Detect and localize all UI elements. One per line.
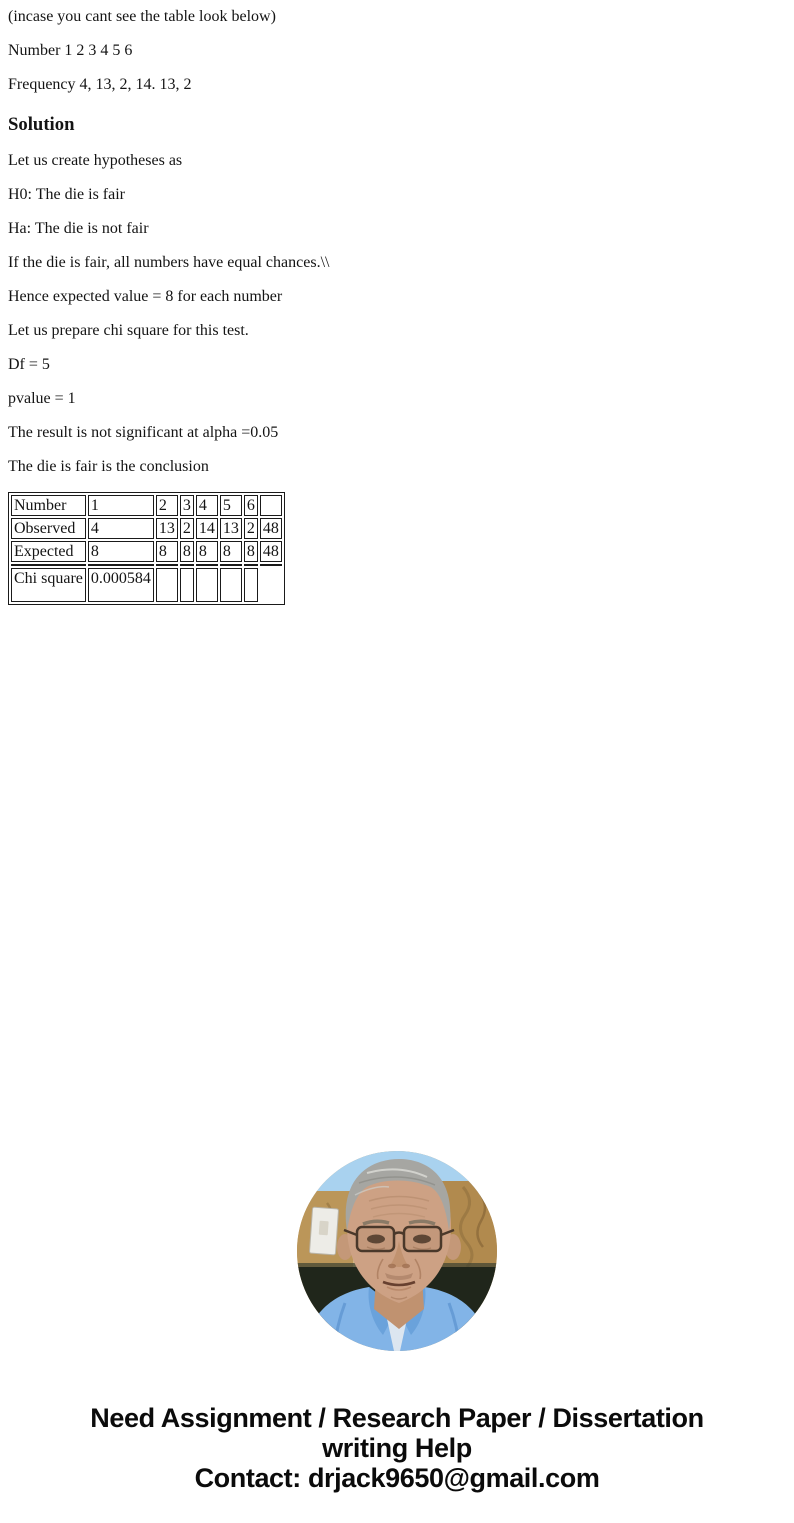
table-cell: 8 [180, 541, 194, 562]
solution-paragraph: Let us create hypotheses as [8, 151, 183, 169]
conclusion-text: The die is fair is the conclusion [8, 457, 209, 475]
table-cell [220, 568, 242, 602]
table-cell [196, 568, 218, 602]
table-cell: 48 [260, 518, 282, 539]
table-cell: 1 [88, 495, 154, 516]
table-cell: 6 [244, 495, 258, 516]
alt-hypothesis-text: Ha: The die is not fair [8, 219, 149, 237]
df-text: Df = 5 [8, 355, 50, 373]
expected-value-text: Hence expected value = 8 for each number [8, 287, 283, 305]
table-cell: 48 [260, 541, 282, 562]
solution-heading: Solution [8, 113, 75, 135]
table-cell: 5 [220, 495, 242, 516]
table-spacer-cell [11, 564, 86, 566]
table-cell: 2 [156, 495, 178, 516]
table-cell [260, 495, 282, 516]
table-cell: 0.000584 [88, 568, 154, 602]
table-row-chi-square [11, 568, 282, 602]
intro-note: (incase you cant see the table look below) [8, 8, 276, 25]
table-cell: Chi square [11, 568, 86, 602]
table-cell: 13 [220, 518, 242, 539]
table-cell: 8 [88, 541, 154, 562]
null-hypothesis-text: H0: The die is fair [8, 185, 126, 203]
table-cell: Observed [11, 518, 86, 539]
chi-square-table [8, 492, 285, 605]
numbers-line: Number 1 2 3 4 5 6 [8, 42, 133, 59]
table-spacer-cell [180, 564, 194, 566]
table-cell: Expected [11, 541, 86, 562]
table-cell: 14 [196, 518, 218, 539]
table-cell: 8 [220, 541, 242, 562]
table-spacer-cell [244, 564, 258, 566]
solution-paragraph: If the die is fair, all numbers have equal chances.\\ [8, 253, 330, 271]
table-cell [180, 568, 194, 602]
table-cell: 4 [196, 495, 218, 516]
table-cell: 2 [244, 518, 258, 539]
help-line-2: writing Help [322, 1432, 472, 1463]
tutor-avatar [297, 1151, 497, 1351]
table-cell: 8 [156, 541, 178, 562]
table-cell: 4 [88, 518, 154, 539]
table-spacer-cell [156, 564, 178, 566]
contact-line: Contact: drjack9650@gmail.com [194, 1462, 600, 1493]
table-row-number [11, 495, 282, 516]
table-spacer-row [11, 564, 282, 566]
table-cell: 8 [196, 541, 218, 562]
tutor-photo [297, 1151, 497, 1351]
table-spacer-cell [260, 564, 282, 566]
table-row-expected [11, 541, 282, 562]
table-cell: 2 [180, 518, 194, 539]
solution-paragraph: Let us prepare chi square for this test. [8, 321, 249, 339]
frequency-line: Frequency 4, 13, 2, 14. 13, 2 [8, 76, 192, 93]
table-spacer-cell [88, 564, 154, 566]
table-cell: 3 [180, 495, 194, 516]
table-row-observed [11, 518, 282, 539]
table-spacer-cell [196, 564, 218, 566]
table-cell: 13 [156, 518, 178, 539]
table-cell [244, 568, 258, 602]
table-spacer-cell [220, 564, 242, 566]
table-cell [156, 568, 178, 602]
significance-text: The result is not significant at alpha =0.05 [8, 423, 279, 441]
help-line-1: Need Assignment / Research Paper / Dissertation [90, 1402, 704, 1433]
table-cell: Number [11, 495, 86, 516]
help-banner [8, 1403, 786, 1519]
pvalue-text: pvalue = 1 [8, 389, 76, 407]
table-cell: 8 [244, 541, 258, 562]
